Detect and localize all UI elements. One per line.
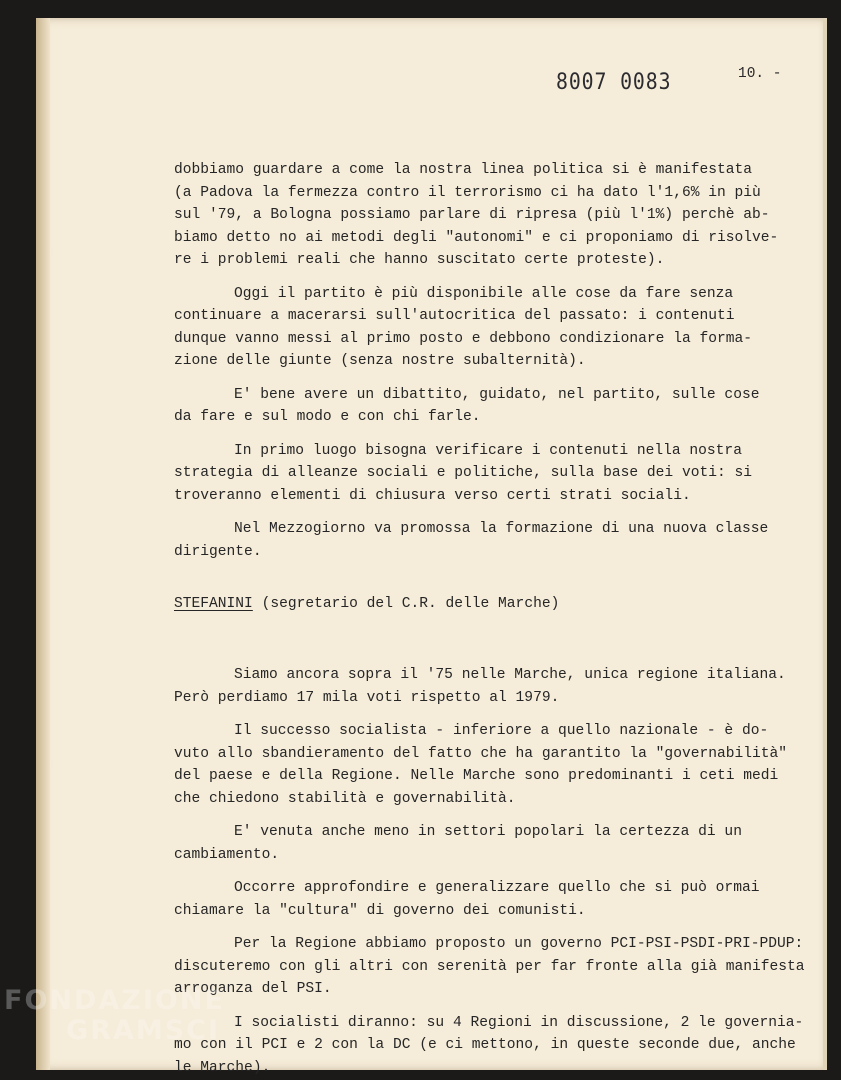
page-right-edge — [823, 18, 827, 1070]
paragraph — [174, 664, 786, 709]
paragraph — [174, 821, 774, 866]
text-line: troveranno elementi di chiusura verso certi strati sociali. — [174, 487, 691, 504]
paragraph — [174, 933, 805, 1001]
speaker-heading — [174, 596, 559, 612]
page-number: 10. - — [738, 66, 782, 82]
paragraph — [174, 518, 774, 563]
paragraph — [174, 384, 774, 429]
watermark-line-2: GRAMSCI — [66, 1015, 221, 1046]
text-line: le Marche). — [174, 1059, 271, 1076]
text-line: Per la Regione abbiamo proposto un governo PCI-PSI-PSDI-PRI-PDUP: — [234, 936, 804, 952]
text-line: dirigente. — [174, 543, 262, 560]
archive-watermark — [4, 986, 225, 1046]
text-line: Il successo socialista - inferiore a quello nazionale - è do- — [234, 723, 769, 739]
text-line: re i problemi reali che hanno suscitato certe proteste). — [174, 252, 665, 268]
watermark-line-1: FONDAZIONE — [4, 985, 225, 1016]
text-line: dobbiamo guardare a come la nostra linea politica si è manifestata — [174, 162, 753, 178]
paragraph — [174, 877, 774, 922]
text-line: Oggi il partito è più disponibile alle cose da fare senza — [234, 285, 734, 302]
text-line: vuto allo sbandieramento del fatto che ha garantito la "governabilità" — [174, 745, 788, 762]
speaker-role: (segretario del C.R. delle Marche) — [252, 596, 560, 612]
text-line: Nel Mezzogiorno va promossa la formazione di una nuova classe — [234, 521, 769, 537]
text-line: arroganza del PSI. — [174, 981, 332, 997]
text-line: zione delle giunte (senza nostre subalternità). — [174, 353, 586, 369]
text-line: (a Padova la fermezza contro il terrorismo ci ha dato l'1,6% in più — [174, 184, 761, 201]
text-line: dunque vanno messi al primo posto e debbono condizionare la forma- — [174, 330, 753, 347]
paragraph — [174, 440, 774, 508]
text-line: E' bene avere un dibattito, guidato, nel partito, sulle cose — [234, 386, 760, 403]
text-line: biamo detto no ai metodi degli "autonomi" e ci proponiamo di risolve- — [174, 229, 779, 246]
paragraph — [174, 1012, 804, 1080]
text-line: Però perdiamo 17 mila voti rispetto al 1979. — [174, 689, 560, 706]
text-line: che chiedono stabilità e governabilità. — [174, 790, 516, 807]
page-binding-edge — [36, 18, 50, 1070]
archive-stamp-number: 8007 0083 — [556, 70, 672, 95]
text-line: sul '79, a Bologna possiamo parlare di ripresa (più l'1%) perchè ab- — [174, 207, 770, 223]
text-line: da fare e sul modo e con chi farle. — [174, 409, 481, 425]
text-line: I socialisti diranno: su 4 Regioni in discussione, 2 le governia- — [234, 1014, 804, 1031]
text-line: In primo luogo bisogna verificare i contenuti nella nostra — [234, 442, 742, 459]
text-line: strategia di alleanze sociali e politiche, sulla base dei voti: si — [174, 465, 753, 481]
text-line: E' venuta anche meno in settori popolari la certezza di un — [234, 824, 742, 840]
text-line: Occorre approfondire e generalizzare quello che si può ormai — [234, 880, 760, 896]
text-line: mo con il PCI e 2 con la DC (e ci mettono, in queste seconde due, anche — [174, 1037, 796, 1053]
paragraph — [174, 720, 788, 810]
text-line: del paese e della Regione. Nelle Marche sono predominanti i ceti medi — [174, 768, 779, 784]
text-line: chiamare la "cultura" di governo dei comunisti. — [174, 902, 586, 919]
text-line: continuare a macerarsi sull'autocritica del passato: i contenuti — [174, 308, 735, 324]
paragraph — [174, 159, 779, 272]
text-line: discuteremo con gli altri con serenità per far fronte alla già manifesta — [174, 958, 805, 975]
text-line: cambiamento. — [174, 846, 280, 863]
text-block-bottom — [174, 664, 805, 1079]
text-block-top — [174, 159, 779, 563]
text-line: Siamo ancora sopra il '75 nelle Marche, unica regione italiana. — [234, 667, 786, 683]
speaker-name: STEFANINI — [174, 596, 253, 612]
paragraph — [174, 283, 774, 373]
